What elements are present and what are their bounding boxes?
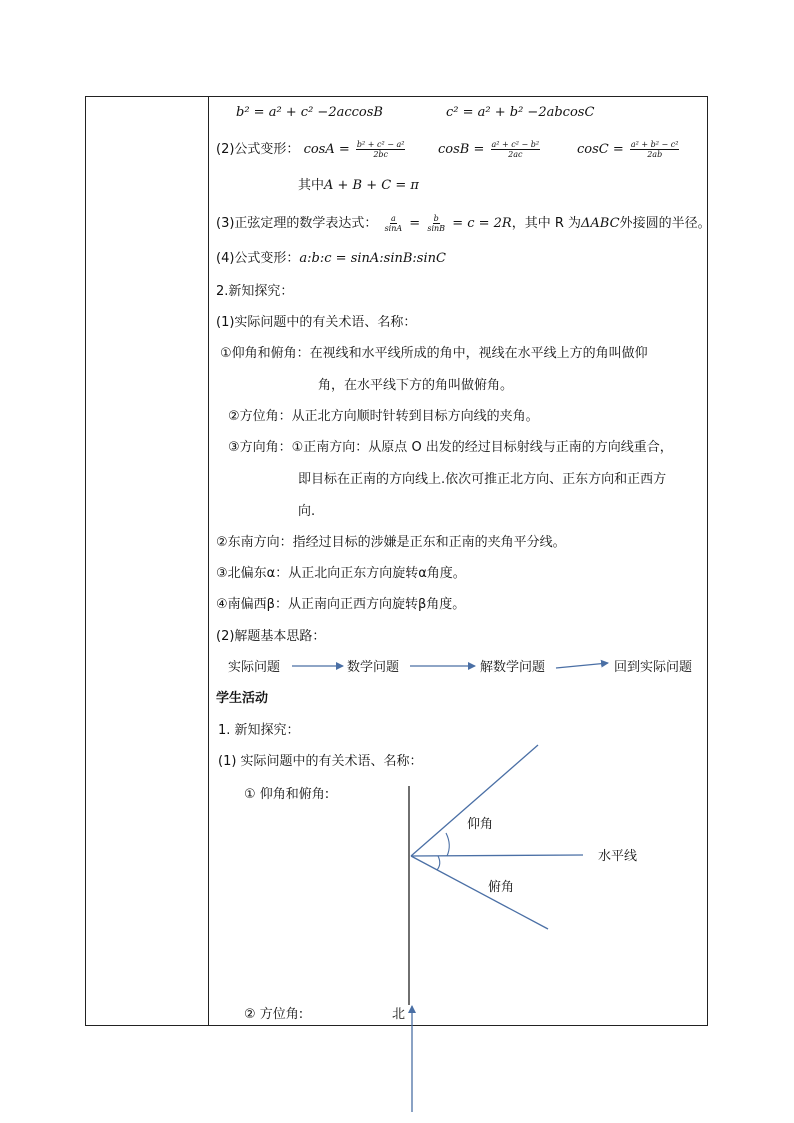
sine-suffix-b: 外接圆的半径。 xyxy=(619,216,711,231)
north-label: 北 xyxy=(392,1007,406,1022)
item1-line2: 角，在水平线下方的角叫做俯角。 xyxy=(318,378,514,393)
sine-fraction-a-num: a xyxy=(390,214,396,223)
cosC-lhs: cosC = xyxy=(577,142,624,157)
ratio-formula: a:b:c = sinA:sinB:sinC xyxy=(299,251,446,266)
elevation-angle-arc xyxy=(446,833,449,856)
item3-line3: 向. xyxy=(298,504,316,519)
cosB-lhs: cosB = xyxy=(438,142,485,157)
horizontal-line xyxy=(411,855,583,856)
azimuth-label: ② 方位角: xyxy=(244,1007,304,1022)
activity-item1: 1. 新知探究： xyxy=(218,723,300,738)
cosA-lhs: cosA = xyxy=(303,142,350,157)
angle-sum: A + B + C = π xyxy=(324,178,419,193)
elevation-depression-label: ① 仰角和俯角: xyxy=(244,787,330,802)
cosC-numerator: a² + b² − c² xyxy=(630,140,679,149)
sine-rest: = c = 2R xyxy=(452,216,512,231)
item3-line1: ③方向角：①正南方向：从原点 O 出发的经过目标射线与正南的方向线重合， xyxy=(228,440,673,455)
horizontal-label: 水平线 xyxy=(598,849,638,864)
item6: ④南偏西β：从正南向正西方向旋转β角度。 xyxy=(216,597,466,612)
flow-step-3: 解数学问题 xyxy=(480,660,546,675)
elevation-label: 仰角 xyxy=(467,817,494,832)
law-cos-c: c² = a² + b² −2abcosC xyxy=(446,105,595,120)
item5: ③北偏东α：从正北向正东方向旋转α角度。 xyxy=(216,566,466,581)
depression-sightline xyxy=(411,856,548,929)
explore-heading: 2.新知探究： xyxy=(216,284,294,299)
cosA-denominator: 2bc xyxy=(373,150,389,159)
item2: ②方位角：从正北方向顺时针转到目标方向线的夹角。 xyxy=(228,409,539,424)
flow-step-1: 实际问题 xyxy=(228,660,281,675)
sine-fraction-b-den: sinB xyxy=(427,224,446,233)
item1-line1: ①仰角和俯角：在视线和水平线所成的角中，视线在水平线上方的角叫做仰 xyxy=(220,346,648,361)
depression-label: 俯角 xyxy=(488,880,515,895)
sine-label: (3)正弦定理的数学表达式： xyxy=(216,216,378,231)
flow-arrow-3 xyxy=(556,663,608,668)
cosC-denominator: 2ab xyxy=(647,150,663,159)
law-cos-b: b² = a² + c² −2accosB xyxy=(236,105,383,120)
cosA-numerator: b² + c² − a² xyxy=(356,140,405,149)
explore-sub1: (1)实际问题中的有关术语、名称： xyxy=(216,315,417,330)
sine-suffix-a: ，其中 R 为 xyxy=(511,216,582,231)
ratio-label: (4)公式变形： xyxy=(216,251,300,266)
item4: ②东南方向：指经过目标的涉嫌是正东和正南的夹角平分线。 xyxy=(216,535,566,550)
law-of-sines-line: (3)正弦定理的数学表达式： $\frac{a}{\sin A}$ = $\frac{b}{\sin B}$ = c = 2R，其中 R 为ΔABC外接圆的半径。 xyxy=(216,214,711,233)
depression-angle-arc xyxy=(437,856,440,870)
cosB-numerator: a² + c² − b² xyxy=(491,140,540,149)
item3-line2: 即目标在正南的方向线上.依次可推正北方向、正东方向和正西方 xyxy=(298,472,667,487)
sine-triangle: ΔABC xyxy=(581,216,620,231)
activity-heading: 学生活动 xyxy=(216,691,269,706)
sine-fraction-b-num: b xyxy=(433,214,439,223)
cosB-denominator: 2ac xyxy=(508,150,523,159)
angle-sum-prefix: 其中 xyxy=(298,178,325,193)
elevation-sightline xyxy=(411,745,538,856)
flow-step-2: 数学问题 xyxy=(347,660,400,675)
transform-label: (2)公式变形： xyxy=(216,142,300,157)
sine-fraction-a-den: sinA xyxy=(384,224,403,233)
explore-sub2: (2)解题基本思路： xyxy=(216,629,326,644)
activity-item1-sub: (1) 实际问题中的有关术语、名称： xyxy=(218,754,423,769)
flow-step-4: 回到实际问题 xyxy=(614,660,693,675)
